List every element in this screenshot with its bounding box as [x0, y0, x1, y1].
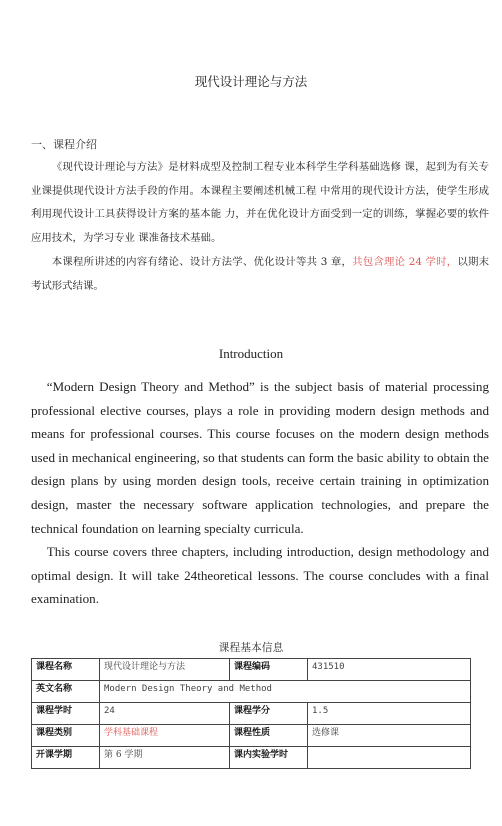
table-row [32, 725, 471, 747]
label-course-name: 课程名称 [32, 659, 100, 681]
value-course-credits: 1.5 [308, 703, 471, 725]
value-course-hours: 24 [100, 703, 230, 725]
value-lab-hours [308, 747, 471, 769]
hours-highlight: 共包含理论 24 学时， [352, 256, 458, 268]
label-course-credits: 课程学分 [230, 703, 308, 725]
table-row [32, 681, 471, 703]
content-text-part-b: 以期末考试形式结课。 [31, 256, 490, 292]
course-intro-paragraph: 《现代设计理论与方法》是材料成型及控制工程专业本科学生学科基础选修 课，起到为有关专业课提供现代设计方法手段的作用。本课程主要阐述机械工程 中常用的现代设计方法，使学生形成利用现代设计工具获得设计方案的基本能 力，并在优化设计方面受到一定的训练，掌握必要的软件应用技术，为学习专业 课准备技术基础。 [31, 161, 489, 244]
value-english-name: Modern Design Theory and Method [100, 681, 471, 703]
table-row [32, 659, 471, 681]
introduction-paragraph-1: “Modern Design Theory and Method” is the subject basis of material processing professional elective courses, plays a role in providing modern design methods and means for professional courses. This course focuses on the modern design methods used in mechanical engineering, so that students can form the basic ability to obtain the design plans by using morden design tools, receive certain training in optimization design, master the necessary software application technologies, and prepare the technical foundation on learning specialty curricula. [31, 379, 489, 536]
table-row [32, 703, 471, 725]
section-heading-course-intro: 一、课程介绍 [31, 138, 97, 151]
table-caption: 课程基本信息 [218, 641, 284, 654]
page-title: 现代设计理论与方法 [194, 74, 308, 89]
introduction-heading: Introduction [218, 346, 284, 361]
label-course-code: 课程编码 [230, 659, 308, 681]
label-course-category: 课程类别 [32, 725, 100, 747]
value-course-nature: 选修课 [308, 725, 471, 747]
content-text-part-a: 本课程所讲述的内容有绪论、设计方法学、优化设计等共 3 章， [51, 256, 353, 268]
introduction-paragraph-2: This course covers three chapters, including introduction, design methodology and optimal design. It will take 24theoretical lessons. The course concludes with a final examination. [31, 544, 489, 607]
label-semester: 开课学期 [32, 747, 100, 769]
value-course-category: 学科基础课程 [100, 725, 230, 747]
value-course-code: 431510 [308, 659, 471, 681]
course-content-paragraph [31, 251, 489, 298]
course-info-table [31, 658, 471, 769]
label-lab-hours: 课内实验学时 [230, 747, 308, 769]
value-semester: 第 6 学期 [100, 747, 230, 769]
label-english-name: 英文名称 [32, 681, 100, 703]
value-course-name: 现代设计理论与方法 [100, 659, 230, 681]
label-course-hours: 课程学时 [32, 703, 100, 725]
label-course-nature: 课程性质 [230, 725, 308, 747]
table-row [32, 747, 471, 769]
